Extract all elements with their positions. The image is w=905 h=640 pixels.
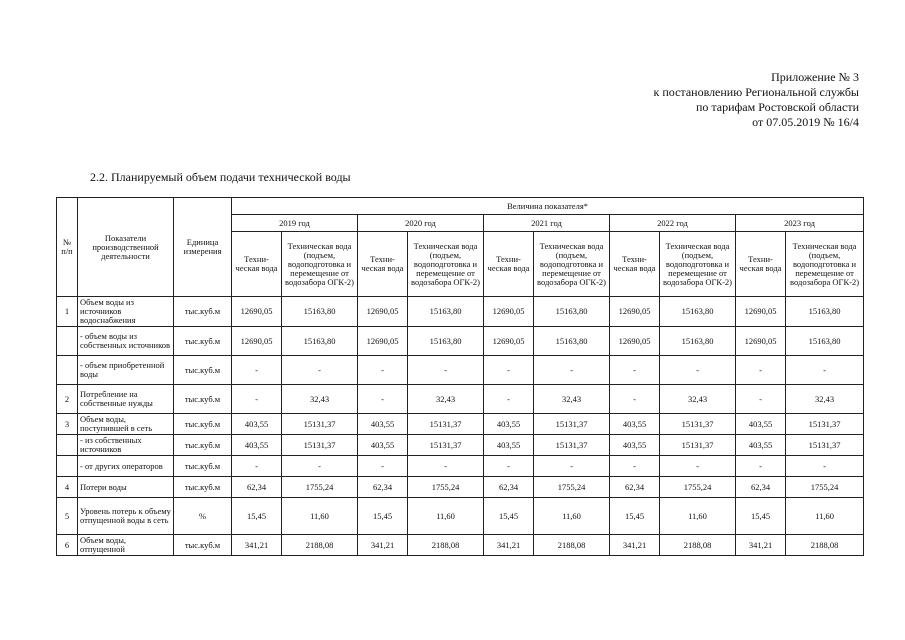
row-value: 2188,08 xyxy=(660,535,736,556)
row-number: 5 xyxy=(57,498,78,535)
row-value: - xyxy=(484,456,534,477)
row-value: 62,34 xyxy=(736,477,786,498)
row-value: 15131,37 xyxy=(408,414,484,435)
row-indicator: Потери воды xyxy=(78,477,174,498)
row-number xyxy=(57,327,78,356)
row-unit: тыс.куб.м xyxy=(174,456,232,477)
row-value: - xyxy=(282,356,358,385)
row-value: 12690,05 xyxy=(736,297,786,327)
row-value: - xyxy=(358,385,408,414)
row-value: 15163,80 xyxy=(534,327,610,356)
row-value: 403,55 xyxy=(484,414,534,435)
row-value: 15131,37 xyxy=(786,435,864,456)
row-value: 403,55 xyxy=(610,435,660,456)
row-number: 4 xyxy=(57,477,78,498)
row-value: 15163,80 xyxy=(660,327,736,356)
row-value: 15131,37 xyxy=(534,414,610,435)
row-value: 1755,24 xyxy=(282,477,358,498)
header-sub-ogk: Техническая вода (подъем, водоподготовка и перемещение от водозабора ОГК-2) xyxy=(786,232,864,297)
appendix-header xyxy=(654,70,859,130)
row-value: 11,60 xyxy=(534,498,610,535)
row-value: - xyxy=(358,456,408,477)
row-value: 62,34 xyxy=(610,477,660,498)
row-value: 15,45 xyxy=(358,498,408,535)
row-value: 15,45 xyxy=(232,498,282,535)
header-num: № п/п xyxy=(57,198,78,297)
row-number xyxy=(57,456,78,477)
row-unit: тыс.куб.м xyxy=(174,414,232,435)
row-value: 15163,80 xyxy=(408,297,484,327)
row-value: 403,55 xyxy=(736,414,786,435)
header-sub-technical: Техни-ческая вода xyxy=(610,232,660,297)
row-value: - xyxy=(534,456,610,477)
appendix-line: от 07.05.2019 № 16/4 xyxy=(752,115,859,129)
row-value: 403,55 xyxy=(736,435,786,456)
row-value: - xyxy=(660,456,736,477)
row-value: - xyxy=(484,385,534,414)
table-row xyxy=(57,435,864,456)
row-number: 3 xyxy=(57,414,78,435)
row-value: 341,21 xyxy=(736,535,786,556)
table-row xyxy=(57,327,864,356)
row-value: 15,45 xyxy=(736,498,786,535)
header-indicator: Показатели производственной деятельности xyxy=(78,198,174,297)
row-value: 15131,37 xyxy=(408,435,484,456)
row-value: - xyxy=(232,456,282,477)
row-value: 403,55 xyxy=(358,414,408,435)
row-indicator: - объем воды из собственных источников xyxy=(78,327,174,356)
table-row xyxy=(57,456,864,477)
row-value: 12690,05 xyxy=(484,327,534,356)
header-sub-technical: Техни-ческая вода xyxy=(484,232,534,297)
row-value: 15163,80 xyxy=(786,297,864,327)
row-value: 2188,08 xyxy=(534,535,610,556)
row-value: 15131,37 xyxy=(534,435,610,456)
row-value: 12690,05 xyxy=(484,297,534,327)
row-value: 12690,05 xyxy=(610,327,660,356)
row-value: 11,60 xyxy=(408,498,484,535)
row-value: - xyxy=(408,356,484,385)
header-sub-ogk: Техническая вода (подъем, водоподготовка и перемещение от водозабора ОГК-2) xyxy=(534,232,610,297)
row-unit: тыс.куб.м xyxy=(174,477,232,498)
header-sub-technical: Техни-ческая вода xyxy=(232,232,282,297)
row-value: 32,43 xyxy=(786,385,864,414)
row-value: 341,21 xyxy=(484,535,534,556)
row-value: 15,45 xyxy=(484,498,534,535)
header-unit: Единица измерения xyxy=(174,198,232,297)
row-unit: тыс.куб.м xyxy=(174,535,232,556)
header-value: Величина показателя* xyxy=(232,198,864,215)
row-value: 15163,80 xyxy=(660,297,736,327)
row-unit: тыс.куб.м xyxy=(174,385,232,414)
row-unit: тыс.куб.м xyxy=(174,297,232,327)
row-value: 12690,05 xyxy=(232,327,282,356)
row-value: 32,43 xyxy=(282,385,358,414)
row-value: - xyxy=(660,356,736,385)
row-indicator: Объем воды, поступившей в сеть xyxy=(78,414,174,435)
row-value: - xyxy=(358,356,408,385)
row-value: - xyxy=(736,356,786,385)
row-value: 32,43 xyxy=(534,385,610,414)
row-value: 15163,80 xyxy=(282,297,358,327)
table-row xyxy=(57,385,864,414)
row-unit: % xyxy=(174,498,232,535)
row-value: 2188,08 xyxy=(408,535,484,556)
row-value: 403,55 xyxy=(484,435,534,456)
row-value: - xyxy=(610,385,660,414)
row-value: - xyxy=(282,456,358,477)
row-value: 12690,05 xyxy=(232,297,282,327)
row-value: 403,55 xyxy=(358,435,408,456)
row-value: 15131,37 xyxy=(282,414,358,435)
row-number: 1 xyxy=(57,297,78,327)
row-value: 403,55 xyxy=(232,435,282,456)
water-volume-table xyxy=(56,197,864,556)
row-value: 32,43 xyxy=(660,385,736,414)
row-value: 403,55 xyxy=(232,414,282,435)
header-year: 2022 год xyxy=(610,215,736,232)
row-value: - xyxy=(484,356,534,385)
row-value: 341,21 xyxy=(610,535,660,556)
header-sub-ogk: Техническая вода (подъем, водоподготовка и перемещение от водозабора ОГК-2) xyxy=(282,232,358,297)
row-value: 1755,24 xyxy=(660,477,736,498)
row-unit: тыс.куб.м xyxy=(174,356,232,385)
row-value: 341,21 xyxy=(232,535,282,556)
table-row xyxy=(57,498,864,535)
row-indicator: - из собственных источников xyxy=(78,435,174,456)
row-indicator: Потребление на собственные нужды xyxy=(78,385,174,414)
row-value: 1755,24 xyxy=(534,477,610,498)
row-indicator: - от других операторов xyxy=(78,456,174,477)
row-indicator: Уровень потерь к объему отпущенной воды в сеть xyxy=(78,498,174,535)
row-value: 12690,05 xyxy=(610,297,660,327)
row-value: - xyxy=(232,385,282,414)
row-indicator: - объем приобретенной воды xyxy=(78,356,174,385)
header-year: 2023 год xyxy=(736,215,864,232)
row-value: - xyxy=(408,456,484,477)
row-number: 2 xyxy=(57,385,78,414)
row-value: 403,55 xyxy=(610,414,660,435)
row-value: 32,43 xyxy=(408,385,484,414)
table-row xyxy=(57,414,864,435)
appendix-line: Приложение № 3 xyxy=(771,70,859,84)
row-value: 15,45 xyxy=(610,498,660,535)
header-sub-ogk: Техническая вода (подъем, водоподготовка и перемещение от водозабора ОГК-2) xyxy=(660,232,736,297)
row-value: 15131,37 xyxy=(282,435,358,456)
row-value: 2188,08 xyxy=(282,535,358,556)
row-value: 12690,05 xyxy=(358,327,408,356)
row-unit: тыс.куб.м xyxy=(174,435,232,456)
row-number: 6 xyxy=(57,535,78,556)
row-value: - xyxy=(610,356,660,385)
row-value: 12690,05 xyxy=(736,327,786,356)
row-indicator: Объем воды, отпущенной xyxy=(78,535,174,556)
row-value: 15131,37 xyxy=(660,435,736,456)
row-value: 15163,80 xyxy=(282,327,358,356)
row-value: 12690,05 xyxy=(358,297,408,327)
table-row xyxy=(57,297,864,327)
row-value: 15163,80 xyxy=(786,327,864,356)
row-value: - xyxy=(534,356,610,385)
row-value: - xyxy=(736,385,786,414)
row-value: 62,34 xyxy=(484,477,534,498)
row-value: 1755,24 xyxy=(786,477,864,498)
appendix-line: по тарифам Ростовской области xyxy=(695,100,859,114)
header-sub-technical: Техни-ческая вода xyxy=(736,232,786,297)
header-sub-ogk: Техническая вода (подъем, водоподготовка и перемещение от водозабора ОГК-2) xyxy=(408,232,484,297)
row-value: 15131,37 xyxy=(786,414,864,435)
row-unit: тыс.куб.м xyxy=(174,327,232,356)
header-sub-technical: Техни-ческая вода xyxy=(358,232,408,297)
row-number xyxy=(57,356,78,385)
row-value: - xyxy=(736,456,786,477)
row-value: 1755,24 xyxy=(408,477,484,498)
row-number xyxy=(57,435,78,456)
row-value: - xyxy=(610,456,660,477)
appendix-line: к постановлению Региональной службы xyxy=(653,85,859,99)
row-value: - xyxy=(786,356,864,385)
table-row xyxy=(57,356,864,385)
row-value: 11,60 xyxy=(786,498,864,535)
row-value: - xyxy=(232,356,282,385)
header-year: 2021 год xyxy=(484,215,610,232)
row-value: 341,21 xyxy=(358,535,408,556)
row-value: 62,34 xyxy=(232,477,282,498)
section-title: 2.2. Планируемый объем подачи технической воды xyxy=(90,170,351,184)
table-row xyxy=(57,477,864,498)
row-value: 15131,37 xyxy=(660,414,736,435)
row-value: - xyxy=(786,456,864,477)
row-value: 15163,80 xyxy=(534,297,610,327)
row-value: 11,60 xyxy=(282,498,358,535)
row-value: 11,60 xyxy=(660,498,736,535)
row-value: 15163,80 xyxy=(408,327,484,356)
table-row xyxy=(57,535,864,556)
row-indicator: Объем воды из источников водоснабжения xyxy=(78,297,174,327)
header-year: 2019 год xyxy=(232,215,358,232)
header-year: 2020 год xyxy=(358,215,484,232)
row-value: 62,34 xyxy=(358,477,408,498)
row-value: 2188,08 xyxy=(786,535,864,556)
table-body xyxy=(57,297,864,556)
